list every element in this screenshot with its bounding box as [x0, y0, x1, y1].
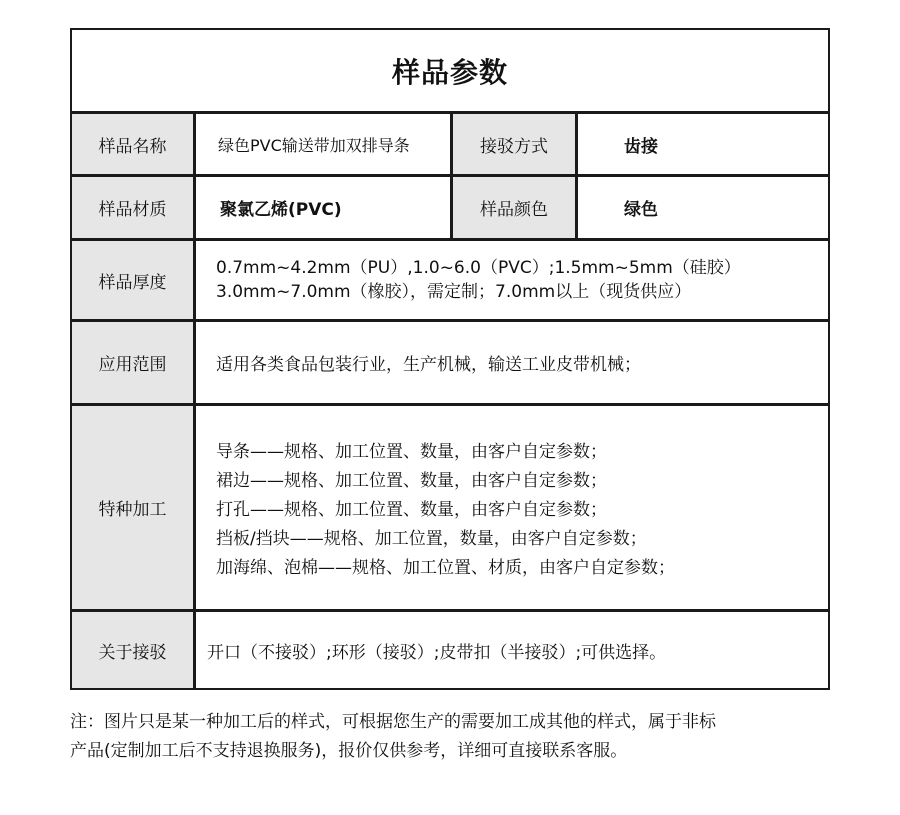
label-sample-thickness: 样品厚度 [72, 241, 196, 319]
value-joint-options: 开口（不接驳）;环形（接驳）;皮带扣（半接驳）;可供选择。 [207, 642, 667, 663]
value-sample-thickness [196, 241, 828, 319]
row-special-processing [72, 406, 828, 612]
row-sample-name [72, 114, 828, 177]
sample-parameters-table [70, 28, 830, 690]
processing-line: 挡板/挡块——规格、加工位置，数量，由客户自定参数； [216, 529, 647, 549]
label-application-range: 应用范围 [72, 322, 196, 403]
label-sample-material: 样品材质 [72, 177, 196, 238]
row-sample-thickness [72, 241, 828, 322]
table-title: 样品参数 [391, 55, 508, 89]
value-sample-material: 聚氯乙烯(PVC) [196, 177, 453, 238]
thickness-line: 0.7mm~4.2mm（PU）,1.0~6.0（PVC）;1.5mm~5mm（硅胶） [216, 258, 741, 278]
table-title-row [72, 30, 828, 114]
label-sample-color: 样品颜色 [453, 177, 578, 238]
label-joint-method: 接驳方式 [453, 114, 578, 174]
value-sample-name: 绿色PVC输送带加双排导条 [196, 114, 453, 174]
label-sample-name: 样品名称 [72, 114, 196, 174]
row-joint-options [72, 612, 828, 688]
value-sample-color: 绿色 [624, 200, 658, 220]
processing-line: 打孔——规格、加工位置、数量，由客户自定参数； [216, 500, 607, 520]
footnote-line: 注：图片只是某一种加工后的样式，可根据您生产的需要加工成其他的样式，属于非标 [70, 712, 716, 732]
value-joint-method: 齿接 [624, 136, 658, 157]
row-application-range [72, 322, 828, 406]
processing-line: 导条——规格、加工位置、数量，由客户自定参数； [216, 442, 607, 462]
thickness-line: 3.0mm~7.0mm（橡胶），需定制；7.0mm以上（现货供应） [216, 282, 692, 302]
value-special-processing [196, 406, 828, 609]
row-sample-material [72, 177, 828, 241]
processing-line: 裙边——规格、加工位置、数量，由客户自定参数； [216, 471, 607, 491]
processing-line: 加海绵、泡棉——规格、加工位置、材质，由客户自定参数； [216, 558, 675, 578]
value-application-range: 适用各类食品包装行业，生产机械，输送工业皮带机械； [216, 355, 641, 375]
footnote-line: 产品(定制加工后不支持退换服务)，报价仅供参考，详细可直接联系客服。 [70, 741, 628, 761]
footnote [70, 708, 840, 766]
label-special-processing: 特种加工 [72, 406, 196, 609]
label-joint-options: 关于接驳 [72, 612, 196, 688]
